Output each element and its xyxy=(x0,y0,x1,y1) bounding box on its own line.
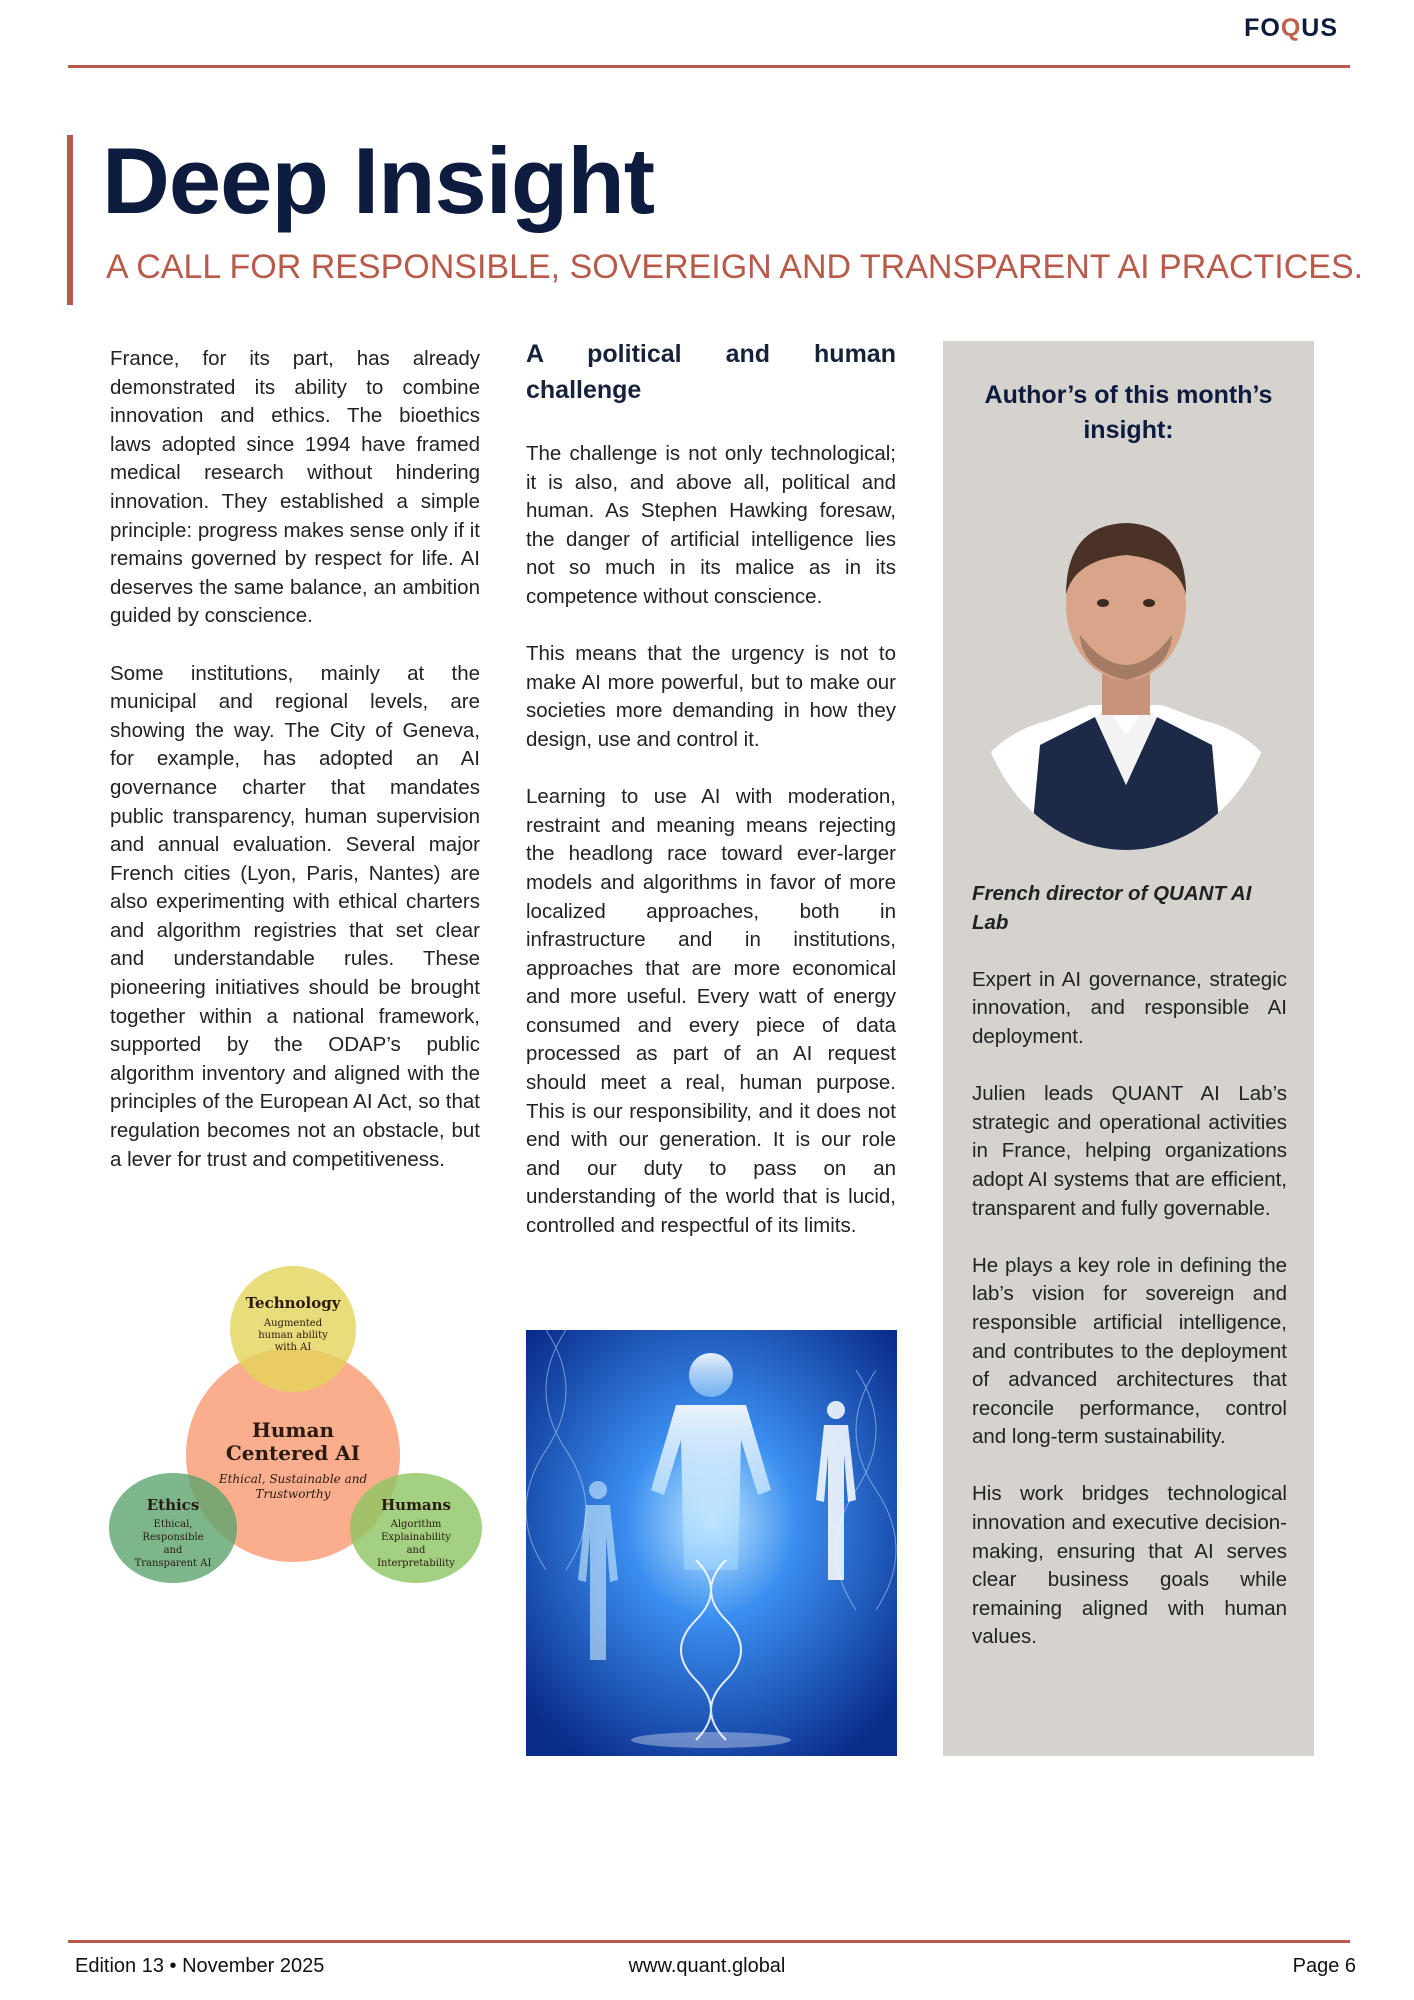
brand-logo xyxy=(1244,14,1338,43)
venn-top-title: Technology xyxy=(245,1294,341,1312)
venn-center-sub: Ethical, Sustainable and xyxy=(218,1472,368,1486)
author-paragraph: Julien leads QUANT AI Lab’s strategic and operational activities in France, helping organizations adopt AI systems that are efficient, transparent and fully governable. xyxy=(972,1082,1287,1220)
page-subtitle: A CALL FOR RESPONSIBLE, SOVEREIGN AND TRANSPARENT AI PRACTICES. xyxy=(106,248,1364,286)
venn-right-sub: Interpretability xyxy=(377,1558,455,1569)
venn-right-sub: Algorithm xyxy=(390,1519,442,1530)
column-1-paragraph: Some institutions, mainly at the municipal and regional levels, are showing the way. The City of Geneva, for example, has adopted an AI governance charter that mandates public transparency, human supervision and annual evaluation. Several major French cities (Lyon, Paris, Nantes) are also experimenting with ethical charters and algorithm registries that set clear and understandable rules. These pioneering initiatives should be brought together within a national framework, supported by the ODAP’s public algorithm inventory and aligned with the principles of the European AI Act, so that regulation becomes not an obstacle, but a lever for trust and competitiveness. xyxy=(110,661,480,1171)
column-2-paragraph: Learning to use AI with moderation, restraint and meaning means rejecting the headlong race toward ever-larger models and algorithms in favor of more localized approaches, both in infrastructure and in institutions, approaches that are more economical and more useful. Every watt of energy consumed and every piece of data processed as part of an AI request should meet a real, human purpose. This is our responsibility, and it does not end with our generation. It is our role and our duty to pass on an understanding of the world that is lucid, controlled and respectful of its limits. xyxy=(526,785,896,1238)
footer-edition: Edition 13 • November 2025 xyxy=(75,1955,325,1977)
website-link[interactable]: www.quant.global xyxy=(628,1955,786,1977)
venn-left-sub: Ethical, xyxy=(153,1519,193,1530)
venn-center-title: Centered AI xyxy=(225,1441,361,1465)
venn-center-sub: Trustworthy xyxy=(255,1487,331,1501)
human-centered-ai-diagram xyxy=(105,1265,490,1595)
venn-left-sub: Responsible xyxy=(142,1532,204,1543)
footer-divider xyxy=(68,1940,1350,1943)
column-2-heading-line: challenge xyxy=(526,376,642,404)
venn-top-sub: human ability xyxy=(258,1330,328,1341)
column-2-heading-line: A political and human xyxy=(526,340,896,368)
venn-top-sub: Augmented xyxy=(263,1318,323,1329)
logo-suffix: US xyxy=(1301,14,1338,42)
page-title: Deep Insight xyxy=(102,128,655,233)
logo-prefix: FO xyxy=(1244,14,1281,42)
logo-q: Q xyxy=(1280,14,1302,42)
author-paragraph: He plays a key role in defining the lab’s vision for sovereign and responsible artificial intelligence, and contributes to the deployment of advanced architectures that reconcile performance, control and long-term sustainability. xyxy=(972,1253,1287,1449)
ai-digital-human-illustration xyxy=(526,1330,897,1756)
title-accent-bar xyxy=(67,135,73,305)
author-bio xyxy=(972,880,1287,1681)
author-paragraph: His work bridges technological innovation and executive decision-making, ensuring that AI serves clear business goals while remaining aligned with human values. xyxy=(972,1482,1287,1649)
column-1-paragraph: France, for its part, has already demonstrated its ability to combine innovation and ethics. The bioethics laws adopted since 1994 have framed medical research without hindering innovation. They established a simple principle: progress makes sense only if it remains governed by respect for life. AI deserves the same balance, an ambition guided by conscience. xyxy=(110,347,480,628)
venn-top-circle xyxy=(230,1266,356,1392)
header-divider xyxy=(68,65,1350,68)
venn-right-title: Humans xyxy=(380,1496,452,1514)
venn-right-sub: and xyxy=(406,1545,426,1556)
venn-right-sub: Explainability xyxy=(381,1532,451,1543)
footer-page-number: Page 6 xyxy=(1292,1955,1356,1977)
venn-left-sub: and xyxy=(163,1545,183,1556)
venn-top-sub: with AI xyxy=(274,1342,312,1353)
author-photo xyxy=(970,485,1282,855)
column-1-text xyxy=(110,345,480,1203)
author-role: French director of QUANT AI Lab xyxy=(972,882,1252,934)
column-2-paragraph: This means that the urgency is not to make AI more powerful, but to make our societies more demanding in how they design, use and control it. xyxy=(526,642,896,751)
column-2-heading xyxy=(526,336,896,408)
column-2-text xyxy=(526,440,896,1269)
author-paragraph: Expert in AI governance, strategic innovation, and responsible AI deployment. xyxy=(972,967,1287,1048)
venn-left-title: Ethics xyxy=(146,1496,200,1514)
author-heading: Author’s of this month’s insight: xyxy=(984,381,1273,444)
venn-left-sub: Transparent AI xyxy=(134,1558,212,1569)
column-2-paragraph: The challenge is not only technological; it is also, and above all, political and human. As Stephen Hawking foresaw, the danger of artificial intelligence lies not so much in its malice as in its competence without conscience. xyxy=(526,442,896,608)
venn-center-title: Human xyxy=(251,1418,335,1442)
